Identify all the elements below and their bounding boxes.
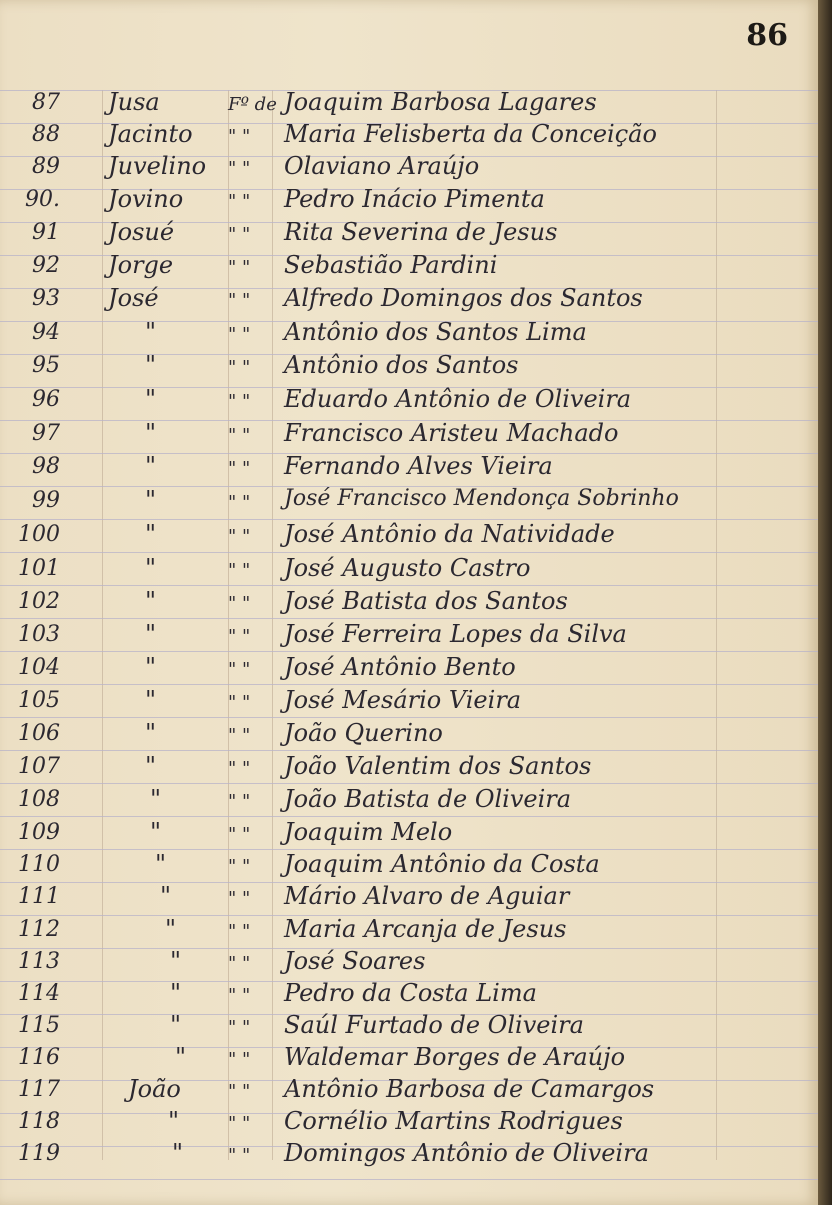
entry-relation: " " (228, 257, 251, 278)
list-item (0, 185, 818, 217)
entry-relation: " " (228, 856, 251, 877)
entry-number: 91 (32, 220, 60, 245)
entry-parent-name: João Batista de Oliveira (284, 785, 572, 813)
entry-number: 106 (18, 721, 60, 746)
entry-parent-name: Pedro Inácio Pimenta (284, 185, 545, 213)
list-item (0, 752, 818, 784)
list-item (0, 882, 818, 914)
entry-relation: " " (228, 1017, 251, 1038)
entry-relation: " " (228, 1145, 251, 1166)
entry-first-name: " (145, 520, 157, 548)
entry-first-name: " (165, 915, 177, 943)
entry-number: 112 (18, 917, 60, 942)
list-item (0, 1107, 818, 1139)
entry-parent-name: José Soares (284, 947, 426, 975)
entry-parent-name: José Mesário Vieira (284, 686, 522, 714)
entry-relation: " " (228, 492, 251, 513)
entry-parent-name: Antônio dos Santos Lima (284, 318, 587, 346)
entry-number: 100 (18, 522, 60, 547)
entry-relation: " " (228, 391, 251, 412)
entry-first-name: " (145, 752, 157, 780)
entry-first-name: " (172, 1139, 184, 1167)
entry-number: 108 (18, 787, 60, 812)
entry-number: 113 (18, 949, 60, 974)
entry-number: 92 (32, 253, 60, 278)
list-item (0, 218, 818, 250)
entry-first-name: " (145, 620, 157, 648)
entry-parent-name: Antônio Barbosa de Camargos (284, 1075, 655, 1103)
list-item (0, 620, 818, 652)
entry-first-name: Josué (108, 218, 175, 246)
entry-parent-name: Alfredo Domingos dos Santos (284, 284, 643, 312)
entry-parent-name: Maria Felisberta da Conceição (284, 120, 657, 148)
entry-parent-name: Joaquim Melo (284, 818, 453, 846)
entry-number: 87 (32, 90, 60, 115)
entry-number: 94 (32, 320, 60, 345)
entry-number: 110 (18, 852, 60, 877)
entry-parent-name: José Antônio Bento (284, 653, 516, 681)
list-item (0, 1011, 818, 1043)
entry-number: 93 (32, 286, 60, 311)
entry-parent-name: Antônio dos Santos (284, 351, 519, 379)
entry-number: 111 (18, 884, 60, 909)
entry-first-name: " (155, 850, 167, 878)
entry-relation: " " (228, 126, 251, 147)
entry-number: 90. (25, 187, 60, 212)
entry-parent-name: Cornélio Martins Rodrigues (284, 1107, 623, 1135)
entry-first-name: José (108, 284, 159, 312)
entry-relation: " " (228, 888, 251, 909)
entry-relation: " " (228, 357, 251, 378)
entry-relation: " " (228, 626, 251, 647)
list-item (0, 251, 818, 283)
entry-parent-name: Saúl Furtado de Oliveira (284, 1011, 584, 1039)
entry-parent-name: Maria Arcanja de Jesus (284, 915, 567, 943)
entry-first-name: " (175, 1043, 187, 1071)
entry-first-name: " (150, 785, 162, 813)
entry-first-name: " (145, 452, 157, 480)
entry-parent-name: Mário Alvaro de Aguiar (284, 882, 570, 910)
entry-parent-name: Eduardo Antônio de Oliveira (284, 385, 632, 413)
entry-number: 118 (18, 1109, 60, 1134)
ruled-line (0, 1179, 818, 1180)
entry-relation: " " (228, 560, 251, 581)
entry-first-name: " (145, 351, 157, 379)
entry-relation: " " (228, 1081, 251, 1102)
entry-number: 88 (32, 122, 60, 147)
entry-first-name: Jacinto (108, 120, 193, 148)
list-item (0, 686, 818, 718)
entry-relation: " " (228, 526, 251, 547)
entry-number: 117 (18, 1077, 60, 1102)
entry-relation: " " (228, 791, 251, 812)
entry-relation: " " (228, 224, 251, 245)
entry-parent-name: Joaquim Barbosa Lagares (284, 88, 597, 116)
list-item (0, 587, 818, 619)
list-item (0, 1075, 818, 1107)
entry-first-name: " (168, 1107, 180, 1135)
list-item (0, 284, 818, 316)
entry-number: 105 (18, 688, 60, 713)
entry-number: 119 (18, 1141, 60, 1166)
entry-parent-name: Pedro da Costa Lima (284, 979, 537, 1007)
list-item (0, 719, 818, 751)
entry-number: 101 (18, 556, 60, 581)
list-item (0, 520, 818, 552)
list-item (0, 88, 818, 120)
entry-relation: " " (228, 458, 251, 479)
entry-parent-name: Sebastião Pardini (284, 251, 498, 279)
entry-parent-name: José Ferreira Lopes da Silva (284, 620, 627, 648)
entry-parent-name: Francisco Aristeu Machado (284, 419, 619, 447)
list-item (0, 351, 818, 383)
book-spine-edge (818, 0, 832, 1205)
entry-number: 95 (32, 353, 60, 378)
list-item (0, 979, 818, 1011)
entry-first-name: " (145, 587, 157, 615)
list-item (0, 818, 818, 850)
entry-first-name: " (145, 419, 157, 447)
entry-number: 102 (18, 589, 60, 614)
entry-number: 98 (32, 454, 60, 479)
entry-parent-name: José Augusto Castro (284, 554, 531, 582)
entry-parent-name: João Valentim dos Santos (284, 752, 592, 780)
entry-relation: Fº de (228, 94, 277, 115)
entry-relation: " " (228, 191, 251, 212)
entry-number: 97 (32, 421, 60, 446)
entry-relation: " " (228, 290, 251, 311)
entry-relation: " " (228, 1049, 251, 1070)
entry-first-name: Jovino (108, 185, 184, 213)
entry-relation: " " (228, 425, 251, 446)
entry-first-name: Jusa (108, 88, 160, 116)
entry-number: 89 (32, 154, 60, 179)
entry-first-name: " (145, 653, 157, 681)
entry-parent-name: José Antônio da Natividade (284, 520, 615, 548)
entry-number: 115 (18, 1013, 60, 1038)
list-item (0, 1139, 818, 1171)
list-item (0, 152, 818, 184)
entry-first-name: " (170, 947, 182, 975)
list-item (0, 486, 818, 518)
entry-first-name: " (145, 318, 157, 346)
entry-parent-name: José Francisco Mendonça Sobrinho (284, 486, 679, 511)
entry-first-name: " (145, 554, 157, 582)
entry-relation: " " (228, 921, 251, 942)
entry-parent-name: Joaquim Antônio da Costa (284, 850, 600, 878)
entry-number: 114 (18, 981, 60, 1006)
entry-number: 103 (18, 622, 60, 647)
entry-parent-name: Fernando Alves Vieira (284, 452, 553, 480)
entry-first-name: " (170, 1011, 182, 1039)
entry-first-name: " (145, 385, 157, 413)
entry-relation: " " (228, 953, 251, 974)
list-item (0, 850, 818, 882)
entry-number: 109 (18, 820, 60, 845)
list-item (0, 419, 818, 451)
entry-first-name: " (145, 486, 157, 514)
list-item (0, 452, 818, 484)
entry-first-name: Juvelino (108, 152, 207, 180)
entry-number: 104 (18, 655, 60, 680)
entry-relation: " " (228, 1113, 251, 1134)
entry-first-name: João (128, 1075, 181, 1103)
entry-relation: " " (228, 725, 251, 746)
entry-first-name: " (145, 686, 157, 714)
list-item (0, 318, 818, 350)
entry-number: 96 (32, 387, 60, 412)
list-item (0, 554, 818, 586)
entry-relation: " " (228, 758, 251, 779)
list-item (0, 915, 818, 947)
entry-first-name: " (160, 882, 172, 910)
entry-relation: " " (228, 324, 251, 345)
page-number: 86 (746, 18, 788, 53)
entry-number: 107 (18, 754, 60, 779)
entry-first-name: " (170, 979, 182, 1007)
entry-relation: " " (228, 593, 251, 614)
entry-relation: " " (228, 824, 251, 845)
list-item (0, 653, 818, 685)
entry-number: 116 (18, 1045, 60, 1070)
list-item (0, 1043, 818, 1075)
entry-relation: " " (228, 158, 251, 179)
list-item (0, 785, 818, 817)
entry-number: 99 (32, 488, 60, 513)
entry-parent-name: Domingos Antônio de Oliveira (284, 1139, 649, 1167)
entry-parent-name: Rita Severina de Jesus (284, 218, 558, 246)
entry-first-name: " (150, 818, 162, 846)
entry-relation: " " (228, 659, 251, 680)
entry-relation: " " (228, 692, 251, 713)
entry-first-name: Jorge (108, 251, 174, 279)
list-item (0, 947, 818, 979)
entry-parent-name: Olaviano Araújo (284, 152, 480, 180)
list-item (0, 385, 818, 417)
entry-parent-name: João Querino (284, 719, 443, 747)
entry-first-name: " (145, 719, 157, 747)
entry-parent-name: José Batista dos Santos (284, 587, 568, 615)
entry-parent-name: Waldemar Borges de Araújo (284, 1043, 626, 1071)
entry-relation: " " (228, 985, 251, 1006)
list-item (0, 120, 818, 152)
ruled-line (0, 552, 818, 553)
